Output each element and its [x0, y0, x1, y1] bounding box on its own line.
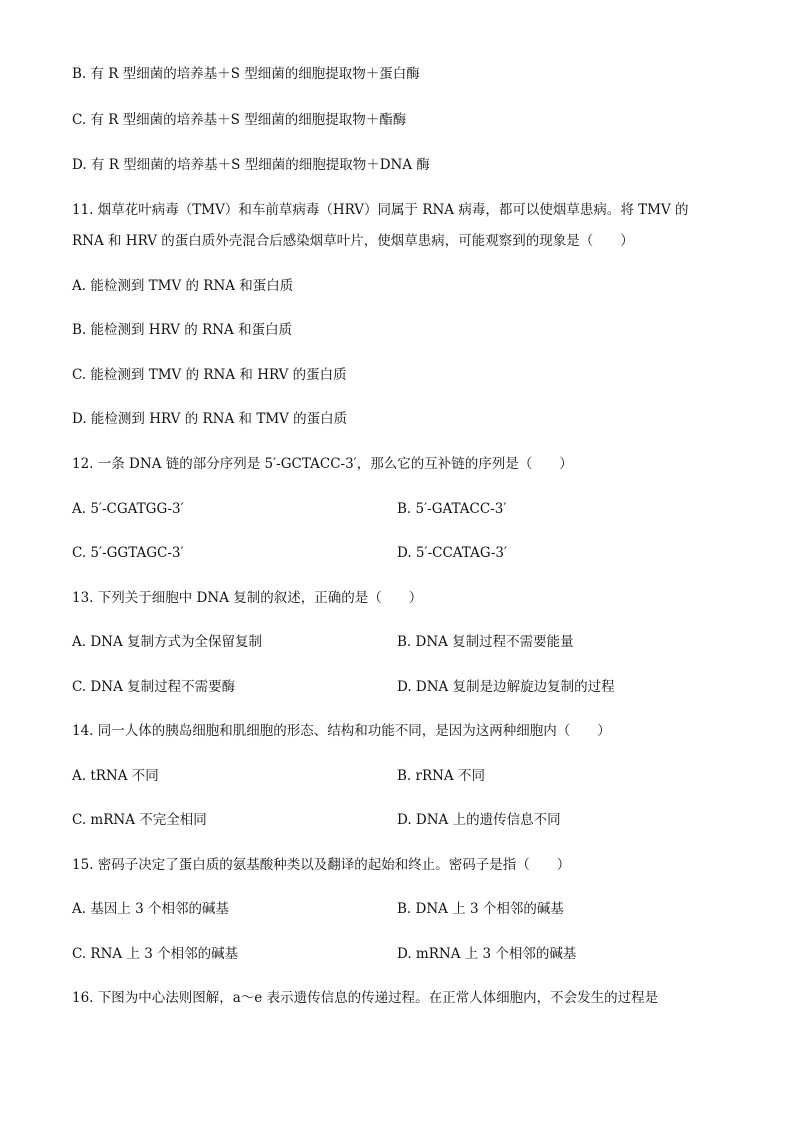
- q11-option-c: C. 能检测到 TMV 的 RNA 和 HRV 的蛋白质: [72, 367, 347, 383]
- q12-option-b: B. 5′-GATACC-3′: [397, 501, 507, 517]
- q16-stem: 16. 下图为中心法则图解，a～e 表示遗传信息的传递过程。在正常人体细胞内，不会发生的过程是: [72, 990, 659, 1006]
- q14-option-a: A. tRNA 不同: [72, 768, 159, 784]
- q11-stem-line1: 11. 烟草花叶病毒（TMV）和车前草病毒（HRV）同属于 RNA 病毒，都可以使烟草患病。将 TMV 的: [72, 202, 689, 218]
- q12-option-c: C. 5′-GGTAGC-3′: [72, 545, 184, 561]
- q12-option-d: D. 5′-CCATAG-3′: [397, 545, 508, 561]
- q15-option-d: D. mRNA 上 3 个相邻的碱基: [397, 946, 577, 962]
- q13-option-a: A. DNA 复制方式为全保留复制: [72, 634, 263, 650]
- q14-option-c: C. mRNA 不完全相同: [72, 812, 207, 828]
- q11-stem-line2: RNA 和 HRV 的蛋白质外壳混合后感染烟草叶片，使烟草患病，可能观察到的现象是（ ）: [72, 233, 634, 249]
- q13-option-c: C. DNA 复制过程不需要酶: [72, 679, 236, 695]
- q13-stem: 13. 下列关于细胞中 DNA 复制的叙述，正确的是（ ）: [72, 590, 423, 606]
- prev-option-c: C. 有 R 型细菌的培养基＋S 型细菌的细胞提取物＋酯酶: [72, 112, 407, 128]
- q13-option-d: D. DNA 复制是边解旋边复制的过程: [397, 679, 615, 695]
- q12-stem: 12. 一条 DNA 链的部分序列是 5′-GCTACC-3′，那么它的互补链的序列是（ ）: [72, 456, 573, 472]
- q15-option-a: A. 基因上 3 个相邻的碱基: [72, 901, 230, 917]
- q15-option-c: C. RNA 上 3 个相邻的碱基: [72, 946, 239, 962]
- prev-option-d: D. 有 R 型细菌的培养基＋S 型细菌的细胞提取物＋DNA 酶: [72, 157, 430, 173]
- q14-option-d: D. DNA 上的遗传信息不同: [397, 812, 561, 828]
- q13-option-b: B. DNA 复制过程不需要能量: [397, 634, 574, 650]
- q14-option-b: B. rRNA 不同: [397, 768, 485, 784]
- q15-stem: 15. 密码子决定了蛋白质的氨基酸种类以及翻译的起始和终止。密码子是指（ ）: [72, 857, 571, 873]
- q11-option-a: A. 能检测到 TMV 的 RNA 和蛋白质: [72, 278, 294, 294]
- q14-stem: 14. 同一人体的胰岛细胞和肌细胞的形态、结构和功能不同，是因为这两种细胞内（ ）: [72, 723, 611, 739]
- q11-option-d: D. 能检测到 HRV 的 RNA 和 TMV 的蛋白质: [72, 411, 348, 427]
- q12-option-a: A. 5′-CGATGG-3′: [72, 501, 184, 517]
- q15-option-b: B. DNA 上 3 个相邻的碱基: [397, 901, 564, 917]
- prev-option-b: B. 有 R 型细菌的培养基＋S 型细菌的细胞提取物＋蛋白酶: [72, 66, 420, 82]
- q11-option-b: B. 能检测到 HRV 的 RNA 和蛋白质: [72, 322, 293, 338]
